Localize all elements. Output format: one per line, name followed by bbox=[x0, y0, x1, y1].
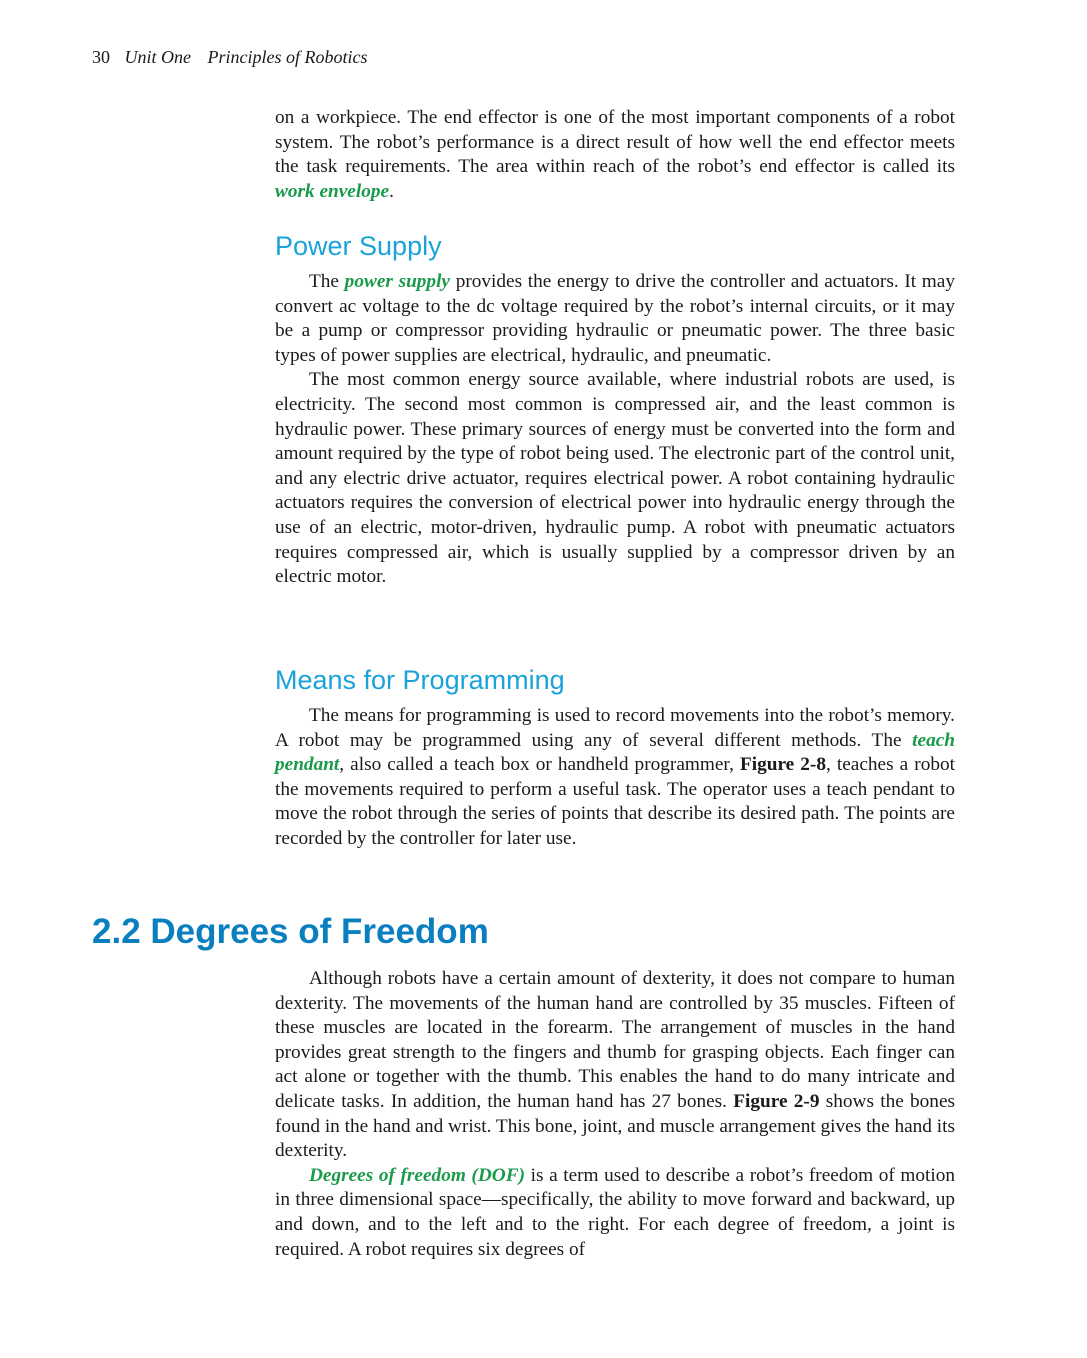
dof-section bbox=[275, 967, 955, 1262]
power-supply-section bbox=[275, 230, 955, 590]
programming-section bbox=[275, 664, 955, 852]
intro-block bbox=[275, 106, 955, 204]
intro-paragraph bbox=[275, 106, 955, 204]
text-run: shows the bones found in the hand and wrist. This bone, joint, and muscle arrangement gives the hand its dexterity. bbox=[275, 1090, 955, 1162]
unit-label: Unit One bbox=[124, 47, 191, 67]
power-supply-heading: Power Supply bbox=[275, 231, 442, 261]
text-run: Although robots have a certain amount of dexterity, it does not compare to human dexterity. The movements of the human hand are controlled by 35 muscles. Fifteen of these muscles are located in the forearm. The arrangement of muscles in the hand provides great strength to the fingers and thumb for grasping objects. Each finger can act alone or together with the thumb. This enables the hand to do many intricate and delicate tasks. In addition, the human hand has 27 bones. bbox=[275, 968, 955, 1112]
text-run: . bbox=[389, 180, 394, 202]
text-run: is a term used to describe a robot’s freedom of motion in three dimensional space—specifically, the ability to move forward and backward, up and down, and to the left and to the right. For each degree of freedom, a joint is required. A robot requires six degrees of bbox=[275, 1164, 956, 1260]
key-term-teach-pendant: teach pendant bbox=[275, 729, 955, 776]
programming-paragraph bbox=[275, 704, 955, 852]
page-number: 30 bbox=[92, 47, 110, 67]
key-term-work-envelope: work envelope bbox=[275, 180, 390, 202]
text-run: The means for programming is used to record movements into the robot’s memory. A robot may be programmed using any of several different methods. The bbox=[275, 705, 955, 751]
text-run: provides the energy to drive the controller and actuators. It may convert ac voltage to the dc voltage required by the robot’s internal circuits, or it may be a pump or compressor providing hydraulic or pneumatic power. The three basic types of power supplies are electrical, hydraulic, and pneumatic. bbox=[275, 271, 955, 366]
text-run: on a workpiece. The end effector is one of the most important components of a robot system. The robot’s performance is a direct result of how well the end effector meets the task requirements. The area within reach of the robot’s end effector is called its bbox=[275, 107, 955, 178]
running-head bbox=[92, 46, 367, 68]
figure-reference-2-8[interactable]: Figure 2-8 bbox=[739, 754, 826, 776]
key-term-power-supply: power supply bbox=[344, 271, 450, 292]
figure-reference-2-9[interactable]: Figure 2-9 bbox=[733, 1090, 820, 1112]
dof-paragraph-2 bbox=[275, 1164, 955, 1262]
text-run: , teaches a robot the movements required to perform a useful task. The operator uses a teach pendant to move the robot through the series of points that describe its desired path. The points are recorded by the controller for later use. bbox=[275, 754, 955, 849]
power-supply-paragraph-2: The most common energy source available, where industrial robots are used, is electricity. The second most common is compressed air, and the least common is hydraulic power. These primary sources of energy must be converted into the form and amount required by the type of robot being used. The electronic part of the control unit, and any electric drive actuator, requires electrical power. A robot containing hydraulic actuators requires the conversion of electrical power into hydraulic energy through the use of an electric, motor-driven, hydraulic pump. A robot with pneumatic actuators requires compressed air, which is usually supplied by a compressor driven by an electric motor. bbox=[275, 369, 955, 588]
power-supply-paragraph-1 bbox=[275, 270, 955, 368]
programming-heading: Means for Programming bbox=[275, 665, 565, 695]
book-part-title: Principles of Robotics bbox=[207, 47, 368, 67]
dof-paragraph-1 bbox=[275, 967, 955, 1164]
text-run: The bbox=[309, 271, 345, 292]
text-run: , also called a teach box or handheld programmer, bbox=[339, 754, 740, 776]
key-term-degrees-of-freedom: Degrees of freedom (DOF) bbox=[309, 1164, 525, 1186]
section-heading-degrees-of-freedom: 2.2 Degrees of Freedom bbox=[92, 912, 489, 951]
